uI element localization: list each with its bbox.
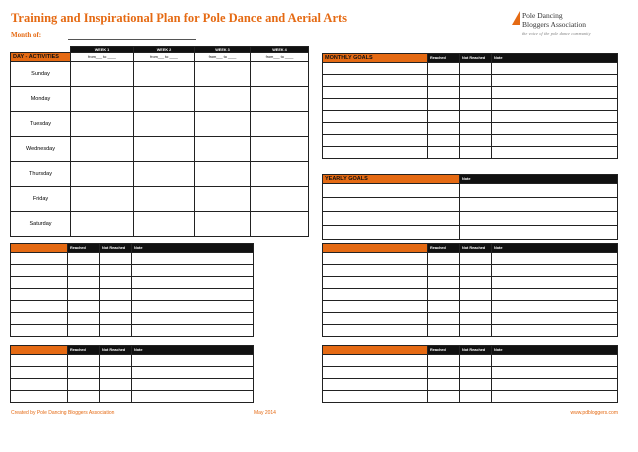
footer-date: May 2014 [254, 410, 276, 416]
not-reached-header: Not Reached [100, 346, 132, 355]
association-logo [522, 11, 612, 41]
day-activities-header: DAY - ACTIVITIES [11, 53, 71, 62]
week-2-range[interactable]: from___ to ____ [134, 53, 195, 62]
footer-website-link[interactable]: www.pdbloggers.com [570, 410, 618, 416]
table-row [323, 379, 618, 391]
page-title: Training and Inspirational Plan for Pole Dance and Aerial Arts [11, 11, 348, 25]
table-row [11, 367, 254, 379]
not-reached-header: Not Reached [460, 54, 492, 63]
note-header: Note [132, 346, 254, 355]
week-4-header: WEEK 4 [251, 47, 309, 53]
footer-credit: Created by Pole Dancing Bloggers Association [11, 410, 115, 416]
table-row [323, 198, 618, 212]
note-header: Note [492, 346, 618, 355]
table-row [323, 313, 618, 325]
goal-header [11, 346, 68, 355]
table-row [323, 135, 618, 147]
note-header: Note [492, 54, 618, 63]
week-2-header: WEEK 2 [134, 47, 195, 53]
weekly-plan-table [10, 46, 309, 237]
table-row [11, 87, 309, 112]
yearly-note-header: Note [460, 175, 618, 184]
table-row [11, 62, 309, 87]
table-row [323, 277, 618, 289]
not-reached-header: Not Reached [460, 244, 492, 253]
table-row [11, 162, 309, 187]
month-input-line[interactable] [68, 39, 196, 40]
goal-header [11, 244, 68, 253]
table-row [11, 277, 254, 289]
day-label: Monday [11, 87, 71, 112]
table-row [11, 289, 254, 301]
table-row [11, 112, 309, 137]
table-row [323, 63, 618, 75]
table-row [323, 265, 618, 277]
table-row [323, 212, 618, 226]
note-header: Note [492, 244, 618, 253]
week-1-range[interactable]: from___ to ____ [71, 53, 134, 62]
day-label: Thursday [11, 162, 71, 187]
table-row [323, 289, 618, 301]
week-1-header: WEEK 1 [71, 47, 134, 53]
monthly-goals-header: MONTHLY GOALS [323, 54, 428, 63]
reached-header: Reached [68, 244, 100, 253]
day-label: Tuesday [11, 112, 71, 137]
week-3-range[interactable]: from___ to ____ [195, 53, 251, 62]
table-row [323, 75, 618, 87]
table-row [323, 147, 618, 159]
day-label: Saturday [11, 212, 71, 237]
monthly-goals-table [322, 53, 618, 159]
table-row [11, 212, 309, 237]
goal-header [323, 244, 428, 253]
goals-table-right-2 [322, 345, 618, 403]
table-row [11, 187, 309, 212]
table-row [323, 355, 618, 367]
table-row [11, 325, 254, 337]
reached-header: Reached [68, 346, 100, 355]
table-row [323, 301, 618, 313]
table-row [11, 301, 254, 313]
not-reached-header: Not Reached [100, 244, 132, 253]
reached-header: Reached [428, 244, 460, 253]
table-row [11, 253, 254, 265]
table-row [323, 391, 618, 403]
week-3-header: WEEK 3 [195, 47, 251, 53]
goals-table-left-2 [10, 345, 254, 403]
table-row [11, 391, 254, 403]
table-row [11, 313, 254, 325]
table-row [323, 367, 618, 379]
table-row [11, 265, 254, 277]
note-header: Note [132, 244, 254, 253]
logo-line-1: Pole Dancing [522, 11, 563, 20]
table-row [323, 226, 618, 240]
month-label: Month of: [11, 31, 42, 39]
table-row [323, 99, 618, 111]
goal-header [323, 346, 428, 355]
yearly-goals-header: YEARLY GOALS [323, 175, 460, 184]
table-row [323, 184, 618, 198]
goals-table-right-1 [322, 243, 618, 337]
logo-line-2: Bloggers Association [522, 20, 586, 29]
yearly-goals-table [322, 174, 618, 240]
table-row [323, 325, 618, 337]
goals-table-left-1 [10, 243, 254, 337]
not-reached-header: Not Reached [460, 346, 492, 355]
week-4-range[interactable]: from___ to ____ [251, 53, 309, 62]
table-row [323, 253, 618, 265]
day-label: Friday [11, 187, 71, 212]
table-row [11, 355, 254, 367]
table-row [323, 123, 618, 135]
day-label: Sunday [11, 62, 71, 87]
day-label: Wednesday [11, 137, 71, 162]
table-row [323, 111, 618, 123]
logo-mark-icon [512, 11, 520, 25]
reached-header: Reached [428, 346, 460, 355]
table-row [323, 87, 618, 99]
logo-tagline: the voice of the pole dance community [522, 31, 591, 36]
table-row [11, 379, 254, 391]
reached-header: Reached [428, 54, 460, 63]
table-row [11, 137, 309, 162]
